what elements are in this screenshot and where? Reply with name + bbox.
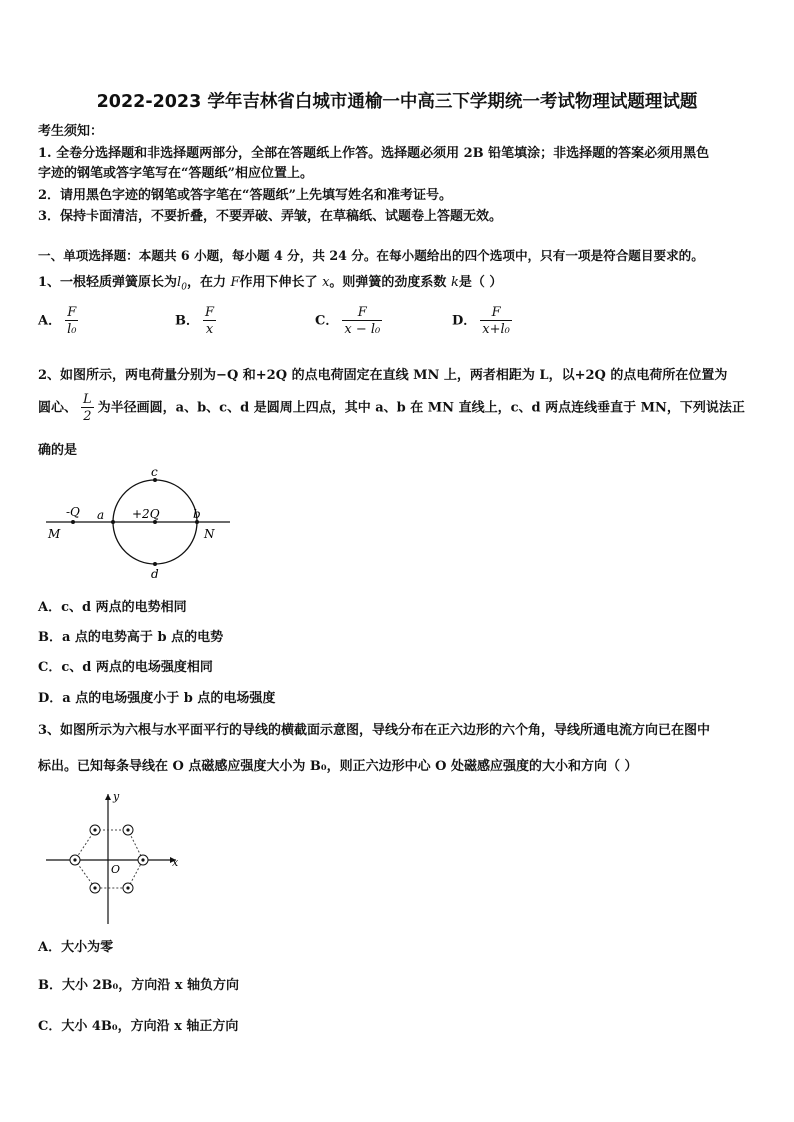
question-2-stem-line2: 圆心、 $\frac{L}{2}$ 为半径画圆，a、b、c、d 是圆周上四点，其中 a、b 在 MN 直线上，c、d 两点连线垂直于 MN，下列说法正 [38, 392, 745, 424]
page-title: 2022-2023 学年吉林省白城市通榆一中高三下学期统一考试物理试题理试题 [96, 92, 698, 112]
label-y: y [113, 790, 120, 803]
notice-item-1-cont: 字迹的钢笔或答字笔写在“答题纸”相应位置上。 [38, 166, 313, 181]
q2-option-d[interactable]: D．a 点的电场强度小于 b 点的电场强度 [38, 691, 276, 706]
section-heading: 一、单项选择题：本题共 6 小题，每小题 4 分，共 24 分。在每小题给出的四个选项中，只有一项是符合题目要求的。 [38, 248, 704, 263]
question-2-stem-line1: 2、如图所示，两电荷量分别为−Q 和+2Q 的点电荷固定在直线 MN 上，两者相距为 L，以+2Q 的点电荷所在位置为 [38, 368, 728, 383]
label-plus-2q: +2Q [132, 507, 160, 521]
notice-item-3: 3．保持卡面清洁，不要折叠，不要弄破、弄皱，在草稿纸、试题卷上答题无效。 [38, 209, 503, 224]
label-m: M [48, 527, 61, 541]
hexagon [75, 830, 143, 888]
charge-minus-q-dot [71, 520, 75, 524]
label-c: c [151, 465, 158, 479]
q1-option-a[interactable]: A． $\frac{F}{\text{l₀}}$ [38, 305, 77, 337]
q3-option-b[interactable]: B．大小 2B₀，方向沿 x 轴负方向 [38, 978, 240, 993]
question-3-stem-line1: 3、如图所示为六根与水平面平行的导线的横截面示意图，导线分布在正六边形的六个角，导线所通电流方向已在图中 [38, 723, 711, 738]
hexagon-wires-diagram [42, 788, 192, 928]
question-3-stem-line2: 标出。已知每条导线在 O 点磁感应强度大小为 B₀，则正六边形中心 O 处磁感应强度的大小和方向（ ） [38, 759, 638, 774]
label-n: N [204, 527, 215, 541]
q3-option-a[interactable]: A．大小为零 [38, 940, 114, 955]
wire-right [138, 855, 148, 865]
notice-item-1: 1. 全卷分选择题和非选择题两部分，全部在答题纸上作答。选择题必须用 2B 铅笔填涂；非选择题的答案必须用黑色 [38, 146, 710, 161]
q1-option-b[interactable]: B． $\frac{F}{x}$ [175, 305, 215, 337]
q3-option-c[interactable]: C．大小 4B₀，方向沿 x 轴正方向 [38, 1019, 239, 1034]
label-d: d [151, 567, 159, 581]
wire-top-left [90, 825, 100, 835]
point-a-dot [111, 520, 115, 524]
wire-bottom-left [90, 883, 100, 893]
q2-option-a[interactable]: A．c、d 两点的电势相同 [38, 600, 187, 615]
notice-item-2: 2．请用黑色字迹的钢笔或答字笔在“答题纸”上先填写姓名和准考证号。 [38, 188, 453, 203]
wire-left [70, 855, 80, 865]
wire-bottom-right [123, 883, 133, 893]
question-2-stem-line3: 确的是 [38, 443, 78, 458]
label-o: O [111, 863, 121, 876]
y-axis-arrow [105, 794, 111, 800]
label-x: x [172, 856, 179, 869]
label-b: b [193, 507, 201, 521]
question-1-stem: 1、一根轻质弹簧原长为$l_0$，在力 F作用下伸长了 x。则弹簧的劲度系数 k是（ ） [38, 275, 503, 293]
circle-charge-diagram [44, 464, 234, 582]
wire-top-right [123, 825, 133, 835]
q2-option-b[interactable]: B．a 点的电势高于 b 点的电势 [38, 630, 224, 645]
notice-heading: 考生须知： [38, 124, 104, 139]
q1-option-d[interactable]: D． $\frac{F}{\text{x+l₀}}$ [452, 305, 510, 337]
q1-option-c[interactable]: C． $\frac{F}{\text{x − l₀}}$ [315, 305, 381, 337]
label-a: a [97, 508, 105, 522]
q2-option-c[interactable]: C．c、d 两点的电场强度相同 [38, 660, 213, 675]
point-d-dot [153, 562, 157, 566]
label-minus-q: -Q [66, 505, 80, 519]
